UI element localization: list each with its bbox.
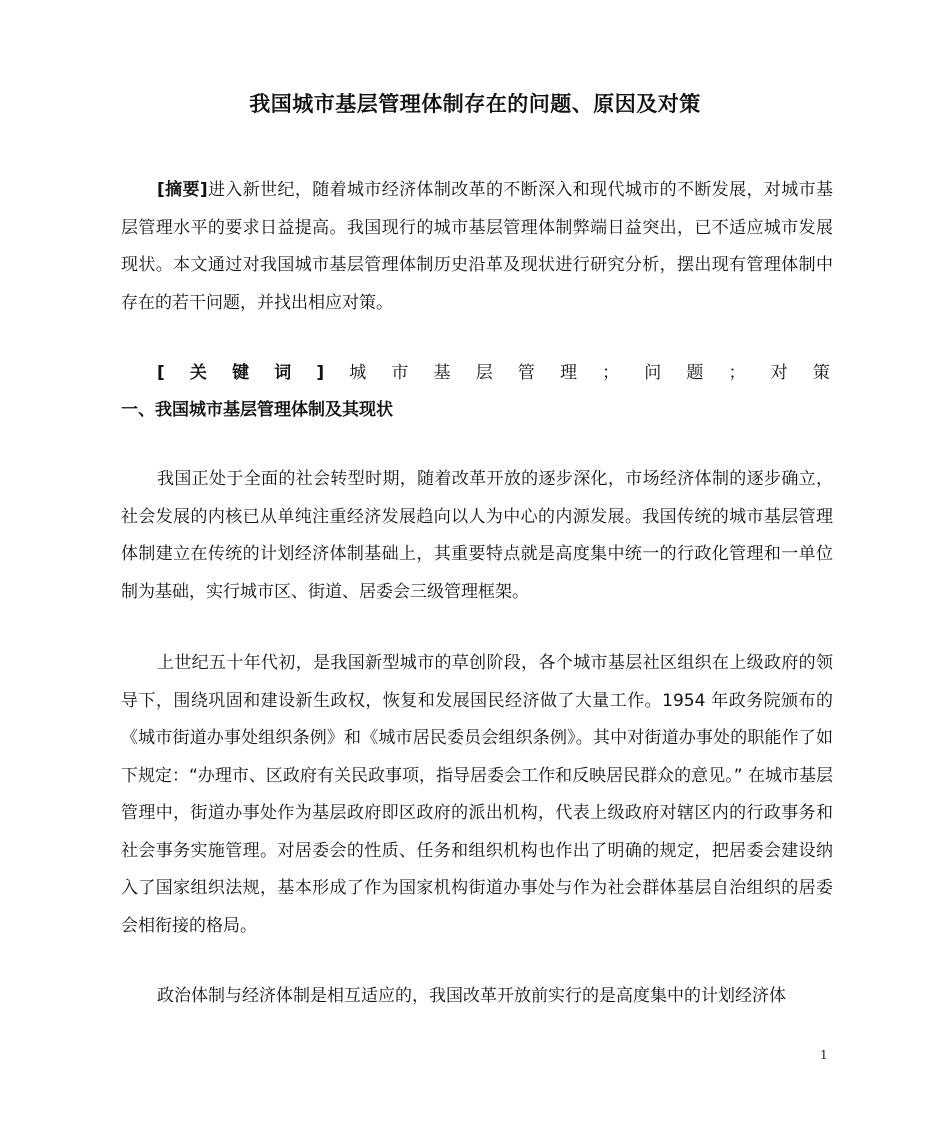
keyword-char: 基 <box>433 363 451 383</box>
body-paragraph: 上世纪五十年代初，是我国新型城市的草创阶段，各个城市基层社区组织在上级政府的领导下，围绕巩固和建设新生政权，恢复和发展国民经济做了大量工作。1954 年政务院颁布的《城市街道办事处组织条例》和《城市居民委员会组织条例》。其中对街道办事处的职能作了如下规定：“办理市、区政府有关民政事项，指导居委会工作和反映居民群众的意见。” 在城市基层管理中，街道办事处作为基层政府即区政府的派出机构，代表上级政府对辖区内的行政事务和社会事务实施管理。对居委会的性质、任务和组织机构也作出了明确的规定，把居委会建设纳入了国家组织法规，基本形成了作为国家机构街道办事处与作为社会群体基层自治组织的居委会相衔接的格局。 <box>121 653 833 936</box>
keywords-label-char: [ <box>157 363 165 383</box>
keyword-separator: ； <box>602 363 620 383</box>
keyword-char: 问 <box>644 363 662 383</box>
section-heading: 一、我国城市基层管理体制及其现状 <box>121 400 393 420</box>
page-number: 1 <box>820 1048 828 1062</box>
keywords-label-char: 词 <box>274 363 292 383</box>
keywords-label-char: 键 <box>232 363 250 383</box>
keyword-char: 策 <box>812 363 830 383</box>
keywords-line <box>157 356 830 390</box>
keywords-label-char: 关 <box>189 363 207 383</box>
keyword-separator: ； <box>728 363 746 383</box>
keyword-char: 题 <box>686 363 704 383</box>
keyword-char: 理 <box>559 363 577 383</box>
abstract-paragraph <box>121 172 833 322</box>
keywords-label-char: ] <box>316 363 325 383</box>
keyword-char: 对 <box>770 363 788 383</box>
body-paragraph: 政治体制与经济体制是相互适应的，我国改革开放前实行的是高度集中的计划经济体 <box>157 986 786 1006</box>
abstract-label: [摘要] <box>157 180 208 200</box>
keyword-char: 层 <box>475 363 493 383</box>
keyword-char: 管 <box>517 363 535 383</box>
document-title: 我国城市基层管理体制存在的问题、原因及对策 <box>249 92 701 116</box>
keyword-char: 城 <box>349 363 367 383</box>
keyword-char: 市 <box>391 363 409 383</box>
body-paragraph: 我国正处于全面的社会转型时期，随着改革开放的逐步深化，市场经济体制的逐步确立，社会发展的内核已从单纯注重经济发展趋向以人为中心的内源发展。我国传统的城市基层管理体制建立在传统的计划经济体制基础上，其重要特点就是高度集中统一的行政化管理和一单位制为基础，实行城市区、街道、居委会三级管理框架。 <box>121 469 833 602</box>
abstract-text: 进入新世纪，随着城市经济体制改革的不断深入和现代城市的不断发展，对城市基层管理水平的要求日益提高。我国现行的城市基层管理体制弊端日益突出，已不适应城市发展现状。本文通过对我国城市基层管理体制历史沿革及现状进行研究分析，摆出现有管理体制中存在的若干问题，并找出相应对策。 <box>121 180 833 313</box>
